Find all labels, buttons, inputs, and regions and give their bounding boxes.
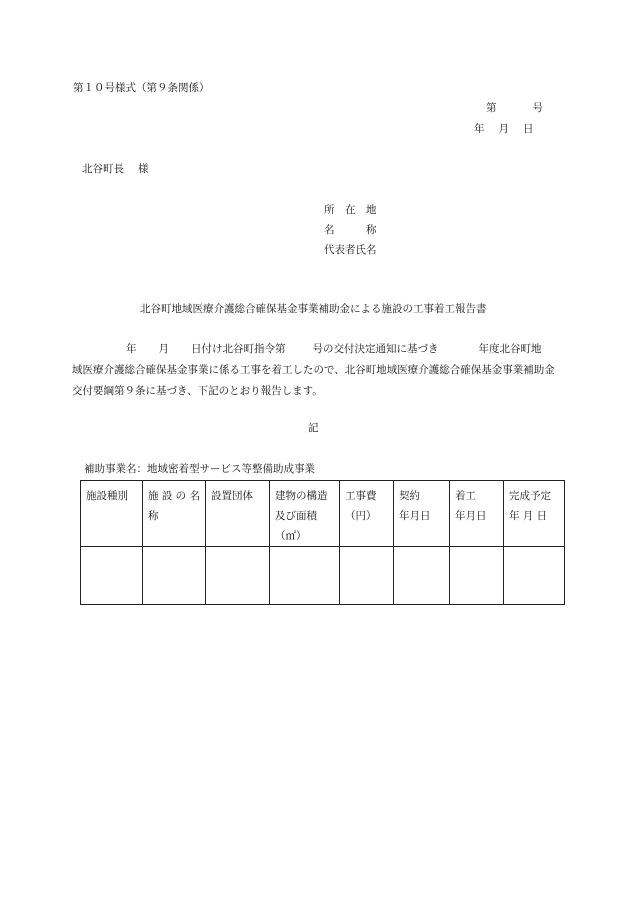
applicant-representative-label: 代表者氏名 <box>324 244 377 256</box>
date-year: 年 <box>474 123 485 135</box>
table-cell[interactable] <box>504 547 565 605</box>
col-structure-area: 建物の構造 及び面積 （㎡） <box>270 481 340 547</box>
body-line-2: 域医療介護総合確保基金事業に係る工事を着工したので、北谷町地域医療介護総合確保基金事業補助金 <box>72 364 555 376</box>
table-cell[interactable] <box>340 547 394 605</box>
table-cell[interactable] <box>450 547 504 605</box>
body-line-3: 交付要綱第９条に基づき、下記のとおり報告します。 <box>72 385 323 397</box>
body-year: 年 <box>126 343 137 355</box>
table-cell[interactable] <box>206 547 270 605</box>
col-contract-date: 契約 年月日 <box>394 481 450 547</box>
applicant-address-label: 所 在 地 <box>324 204 377 216</box>
table-row <box>81 547 565 605</box>
col-facility-type: 施設種別 <box>81 481 143 547</box>
addressee-honorific: 様 <box>138 163 149 175</box>
body-fiscal-year: 年度北谷町地 <box>478 343 542 355</box>
table-header-row <box>81 481 565 547</box>
body-month: 月 <box>158 343 169 355</box>
body-directive: 日付け北谷町指令第 <box>191 343 286 355</box>
body-decision: 号の交付決定通知に基づき <box>312 343 439 355</box>
col-completion-date: 完成予定 年 月 日 <box>504 481 565 547</box>
document-number-suffix: 号 <box>532 102 543 114</box>
addressee-title: 北谷町長 <box>82 163 124 175</box>
col-facility-name: 施 設 の 名 称 <box>143 481 206 547</box>
body-line-1 <box>72 344 562 365</box>
col-construction-cost: 工事費 （円） <box>340 481 394 547</box>
document-date <box>474 124 534 135</box>
table-cell[interactable] <box>394 547 450 605</box>
date-month: 月 <box>498 123 509 135</box>
table-cell[interactable] <box>81 547 143 605</box>
document-body <box>72 344 562 407</box>
date-day: 日 <box>523 123 534 135</box>
document-title: 北谷町地域医療介護総合確保基金事業補助金による施設の工事着工報告書 <box>140 303 487 315</box>
col-start-date: 着工 年月日 <box>450 481 504 547</box>
facility-table <box>80 480 565 605</box>
col-operator: 設置団体 <box>206 481 270 547</box>
applicant-name-label: 名 称 <box>324 224 377 236</box>
table-cell[interactable] <box>270 547 340 605</box>
project-name: 補助事業名：地域密着型サービス等整備助成事業 <box>84 463 315 475</box>
document-number-label: 第 <box>486 102 497 114</box>
table-cell[interactable] <box>143 547 206 605</box>
document-number <box>486 103 543 114</box>
addressee <box>82 164 149 175</box>
form-number: 第１０号様式（第９条関係） <box>73 82 210 94</box>
ki-heading: 記 <box>308 422 319 434</box>
